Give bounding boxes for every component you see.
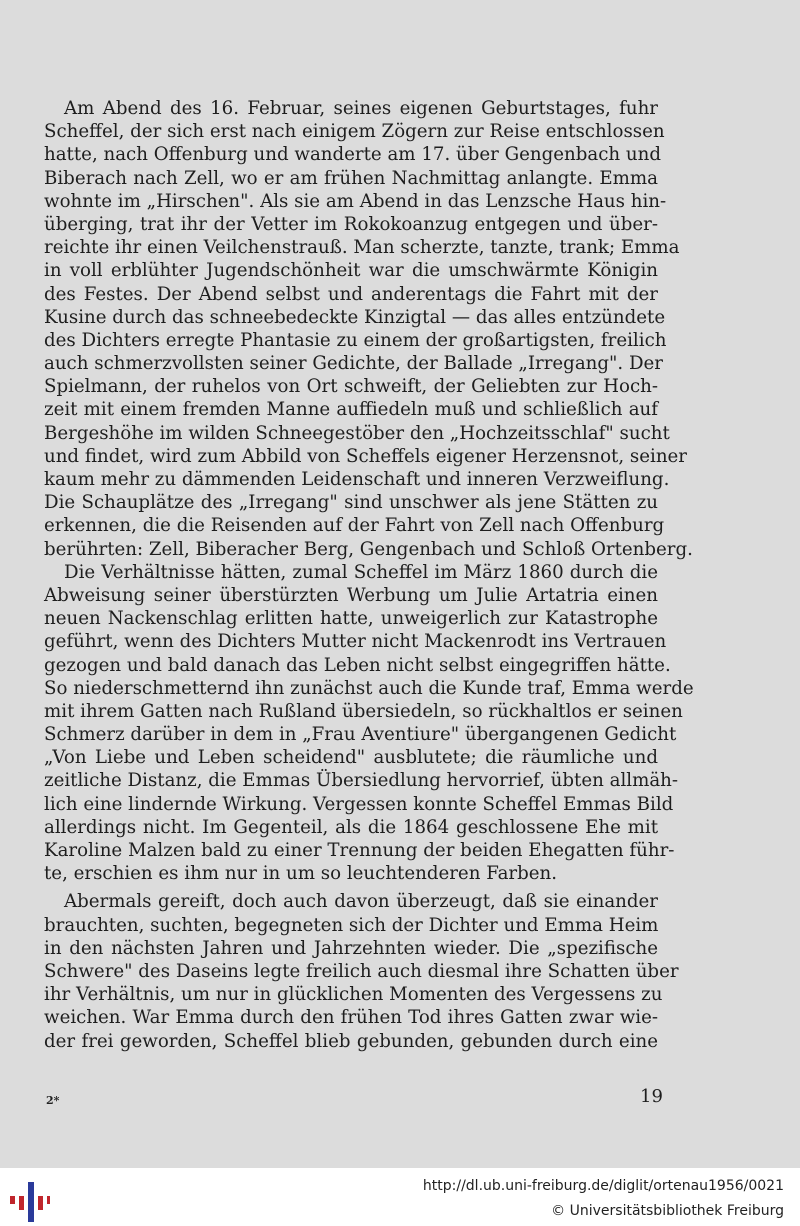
text-line: zeit mit einem fremden Manne auffiedeln muß und schließlich auf [44, 399, 658, 421]
logo-bar [19, 1196, 24, 1210]
text-line: zeitliche Distanz, die Emmas Übersiedlung hervorrief, übten allmäh- [44, 770, 679, 792]
source-bar [0, 1168, 800, 1226]
logo-bar [47, 1196, 50, 1204]
text-line: Abermals gereift, doch auch davon überzeugt, daß sie einander [64, 891, 658, 913]
text-line: gezogen und bald danach das Leben nicht selbst eingegriffen hätte. [44, 654, 671, 676]
text-line: Am Abend des 16. Februar, seines eigenen Geburtstages, fuhr [64, 98, 658, 119]
logo-bar [28, 1182, 34, 1222]
text-line: te, erschien es ihm nur in um so leuchtenderen Farben. [44, 863, 558, 885]
text-line: kaum mehr zu dämmenden Leidenschaft und inneren Verzweiflung. [44, 469, 670, 490]
body-text [44, 97, 694, 1053]
text-line: erkennen, die die Reisenden auf der Fahrt von Zell nach Offenburg [44, 515, 665, 537]
text-line: reichte ihr einen Veilchenstrauß. Man scherzte, tanzte, trank; Emma [44, 237, 680, 259]
text-line: wohnte im „Hirschen". Als sie am Abend in das Lenzsche Haus hin- [44, 190, 667, 212]
text-line: „Von Liebe und Leben scheidend" ausblutete; die räumliche und [44, 747, 658, 769]
text-line: Bergeshöhe im wilden Schneegestöber den „Hochzeitsschlaf" sucht [44, 422, 670, 444]
text-line: Die Verhältnisse hätten, zumal Scheffel im März 1860 durch die [64, 561, 658, 583]
text-line: Die Schauplätze des „Irregang" sind unschwer als jene Stätten zu [44, 492, 658, 514]
text-line: neuen Nackenschlag erlitten hatte, unweigerlich zur Katastrophe [44, 608, 658, 630]
text-line: Kusine durch das schneebedeckte Kinzigtal — das alles entzündete [44, 306, 666, 328]
text-line: überging, trat ihr der Vetter im Rokokoanzug entgegen und über- [44, 213, 658, 235]
logo-bar [10, 1196, 15, 1204]
source-url-link[interactable]: http://dl.ub.uni-freiburg.de/diglit/ortenau1956/0021 [422, 1178, 784, 1194]
text-line: Abweisung seiner überstürzten Werbung um Julie Artatria einen [44, 584, 658, 606]
text-line: mit ihrem Gatten nach Rußland übersiedeln, so rückhaltlos er seinen [44, 700, 683, 722]
text-line: ihr Verhältnis, um nur in glücklichen Momenten des Vergessens zu [44, 984, 663, 1006]
text-line: des Dichters erregte Phantasie zu einem der großartigsten, freilich [44, 329, 667, 351]
text-line: des Festes. Der Abend selbst und anderentags die Fahrt mit der [44, 283, 658, 305]
text-line: lich eine lindernde Wirkung. Vergessen konnte Scheffel Emmas Bild [44, 793, 674, 815]
text-line: Spielmann, der ruhelos von Ort schweift, der Geliebten zur Hoch- [44, 376, 658, 398]
text-line: So niederschmetternd ihn zunächst auch die Kunde traf, Emma werde [44, 677, 694, 699]
page-number: 19 [640, 1086, 663, 1107]
text-line: in den nächsten Jahren und Jahrzehnten wieder. Die „spezifische [44, 937, 658, 959]
copyright-notice: © Universitätsbibliothek Freiburg [551, 1203, 784, 1219]
text-line: berührten: Zell, Biberacher Berg, Gengenbach und Schloß Ortenberg. [44, 538, 693, 560]
text-line: der frei geworden, Scheffel blieb gebunden, gebunden durch eine [44, 1030, 658, 1052]
text-line: Biberach nach Zell, wo er am frühen Nachmittag anlangte. Emma [44, 167, 658, 189]
text-line: Karoline Malzen bald zu einer Trennung der beiden Ehegatten führ- [44, 840, 675, 861]
text-line: auch schmerzvollsten seiner Gedichte, der Ballade „Irregang". Der [44, 353, 663, 375]
text-line: in voll erblühter Jugendschönheit war die umschwärmte Königin [44, 260, 658, 282]
signature-mark: 2* [46, 1094, 60, 1107]
text-line: allerdings nicht. Im Gegenteil, als die 1864 geschlossene Ehe mit [44, 816, 658, 838]
text-line: Schmerz darüber in dem in „Frau Aventiure" übergangenen Gedicht [44, 724, 677, 746]
ub-freiburg-logo-icon [10, 1178, 50, 1222]
text-line: Scheffel, der sich erst nach einigem Zögern zur Reise entschlossen [44, 121, 665, 143]
text-line: brauchten, suchten, begegneten sich der Dichter und Emma Heim [44, 914, 659, 936]
text-line: geführt, wenn des Dichters Mutter nicht Mackenrodt ins Vertrauen [44, 631, 667, 653]
text-line: weichen. War Emma durch den frühen Tod ihres Gatten zwar wie- [44, 1007, 658, 1029]
text-line: hatte, nach Offenburg und wanderte am 17. über Gengenbach und [44, 144, 661, 166]
text-line: und findet, wird zum Abbild von Scheffels eigener Herzensnot, seiner [44, 445, 688, 467]
logo-bar [38, 1196, 43, 1210]
text-line: Schwere" des Daseins legte freilich auch diesmal ihre Schatten über [44, 960, 679, 982]
